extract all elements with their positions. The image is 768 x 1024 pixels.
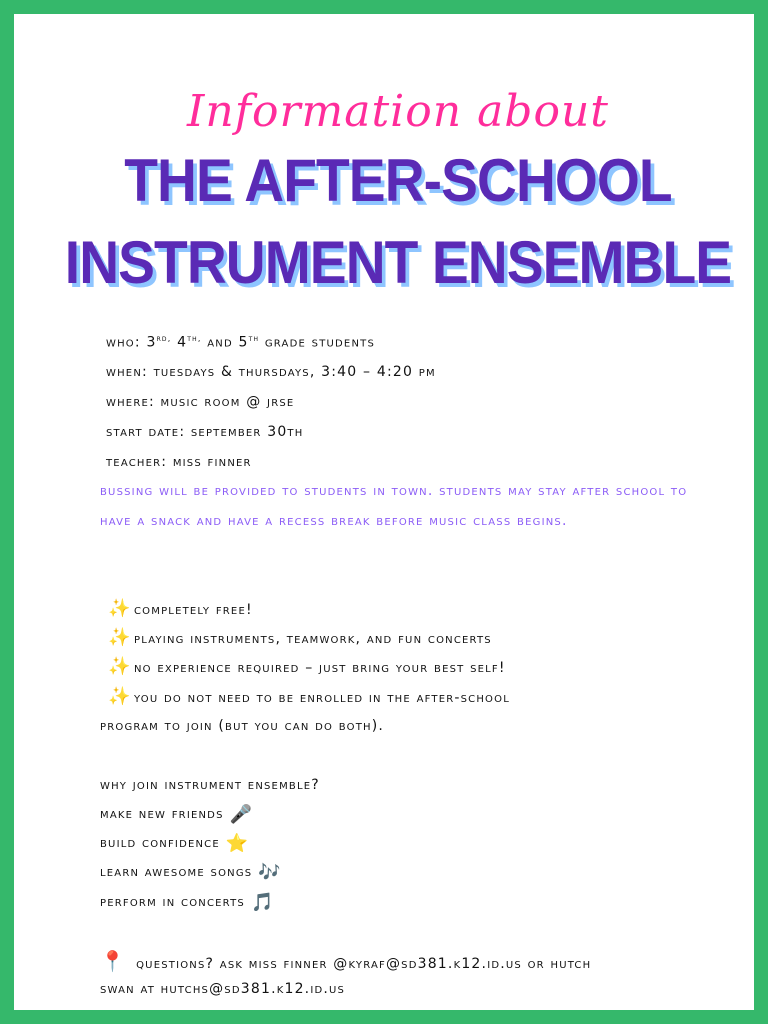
title-line-1: THE AFTER-SCHOOL [124, 147, 672, 214]
contact-line-1 [100, 949, 591, 973]
reason-text: build confidence [100, 835, 220, 851]
detail-where: where: music room @ jrse [106, 394, 295, 410]
who-sup-3: th [248, 334, 260, 343]
title-line-2: INSTRUMENT ENSEMBLE [64, 229, 732, 296]
bullet-text: completely free! [134, 602, 253, 618]
sparkles-icon: ✨ [108, 656, 132, 677]
bullet-text: no experience required – just bring your best self! [134, 660, 506, 676]
who-sup-1: rd, [156, 334, 172, 343]
bullet-no-experience [108, 656, 506, 677]
who-suffix: grade students [259, 334, 375, 351]
reason-songs [100, 862, 282, 883]
sparkles-icon: ✨ [108, 627, 132, 648]
bullet-enrollment [108, 686, 510, 707]
microphone-icon: 🎤 [229, 804, 254, 825]
detail-start-date: start date: september 30th [106, 424, 304, 440]
detail-teacher: teacher: miss finner [106, 454, 252, 470]
bullet-playing [108, 627, 492, 648]
reason-text: learn awesome songs [100, 864, 253, 880]
why-heading: why join instrument ensemble? [100, 777, 320, 793]
reason-text: make new friends [100, 806, 224, 822]
bullet-free [108, 598, 253, 619]
star-icon: ⭐ [225, 833, 250, 854]
who-prefix: who: 3 [106, 334, 157, 351]
bullet-enrollment-cont: program to join (but you can do both). [100, 718, 385, 734]
script-title: Information about [187, 86, 609, 137]
sparkles-icon: ✨ [108, 598, 132, 619]
reason-text: perform in concerts [100, 894, 245, 910]
detail-who [106, 334, 375, 351]
who-mid-2: and 5 [201, 334, 249, 351]
bullet-text: you do not need to be enrolled in the after-school [134, 690, 510, 706]
contact-text: questions? ask miss finner @kyraf@sd381.k12.id.us or hutch [136, 956, 592, 972]
detail-when: when: tuesdays & thursdays, 3:40 – 4:20 pm [106, 364, 436, 380]
bullet-text: playing instruments, teamwork, and fun concerts [134, 631, 492, 647]
bussing-note: bussing will be provided to students in town. students may stay after school to have a snack and have a recess break before music class begins. [100, 483, 688, 529]
reason-confidence [100, 833, 250, 854]
who-mid-1: 4 [171, 334, 188, 351]
reason-friends [100, 804, 253, 825]
who-sup-2: th, [187, 334, 202, 343]
music-notes-icon: 🎶 [258, 862, 282, 883]
contact-line-2: swan at hutchs@sd381.k12.id.us [100, 981, 346, 997]
sparkles-icon: ✨ [108, 686, 132, 707]
music-note-icon: 🎵 [250, 892, 275, 913]
pin-icon: 📍 [100, 949, 127, 973]
reason-concerts [100, 892, 275, 913]
